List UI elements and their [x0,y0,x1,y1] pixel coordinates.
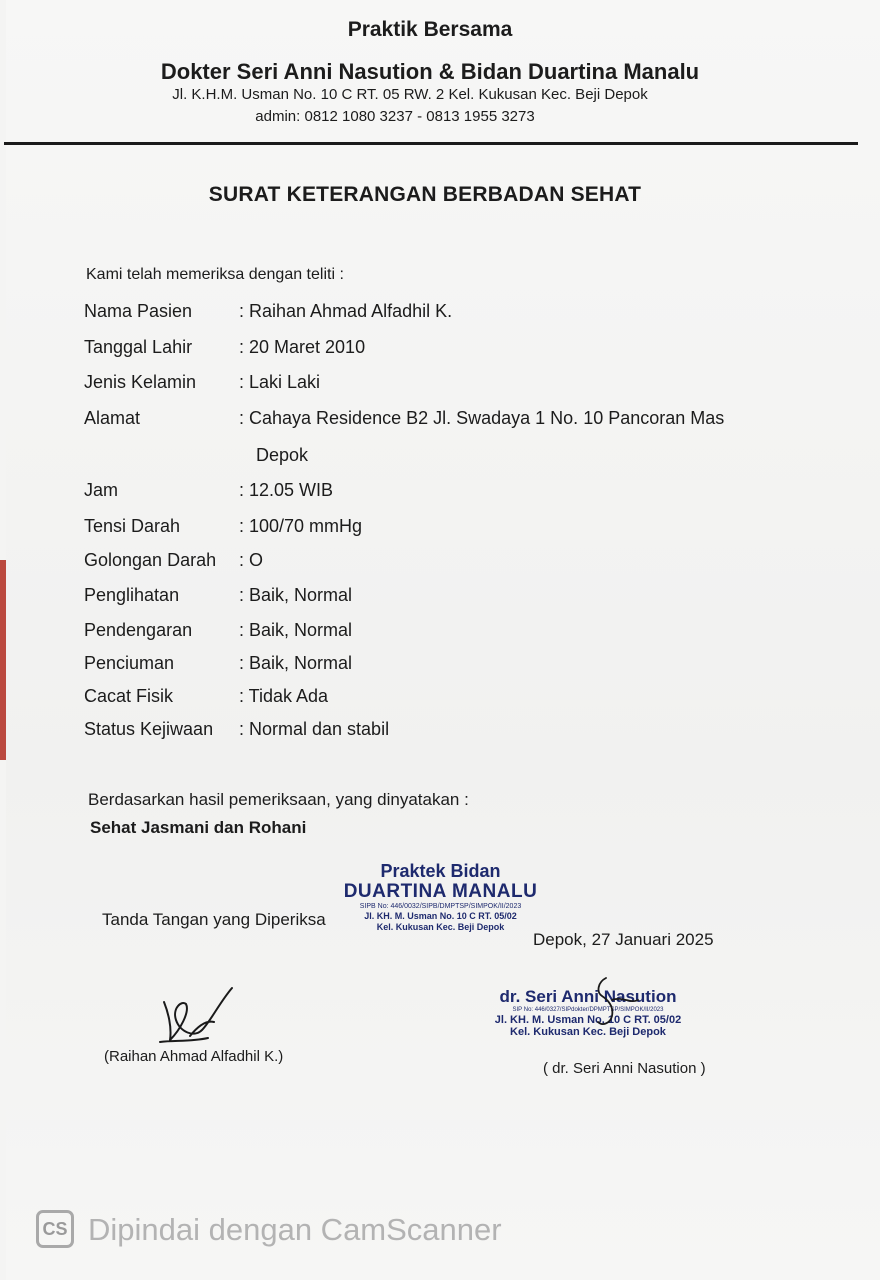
letterhead-admin: admin: 0812 1080 3237 - 0813 1955 3273 [255,108,535,125]
field-label: Cacat Fisik [84,686,174,706]
field-value: : Laki Laki [239,372,321,392]
field-value: : Baik, Normal [239,653,353,673]
signature-label: Tanda Tangan yang Diperiksa [102,910,326,929]
field-label: Tanggal Lahir [84,337,193,357]
field-row [84,719,389,740]
midwife-stamp [338,862,543,932]
stamp-line: Praktek Bidan [380,861,501,881]
address-continuation: Depok [256,445,309,465]
field-value: : 20 Maret 2010 [239,337,366,357]
stamp-line: SIPB No: 446/0032/SIPB/DMPTSP/SIMPOK/II/2023 [359,903,522,910]
doctor-signature-icon [588,970,648,1030]
intro-text: Kami telah memeriksa dengan teliti : [86,266,344,283]
field-row [84,653,352,674]
field-value: : Baik, Normal [239,620,353,640]
field-value: : Normal dan stabil [239,719,390,739]
field-label: Status Kejiwaan [84,719,214,739]
field-value: : O [239,550,264,570]
field-row [84,301,452,322]
patient-signed-name: (Raihan Ahmad Alfadhil K.) [104,1048,284,1065]
conclusion-intro: Berdasarkan hasil pemeriksaan, yang dinyatakan : [88,790,469,809]
stamp-line: Kel. Kukusan Kec. Beji Depok [510,1026,666,1038]
stamp-line: DUARTINA MANALU [343,881,538,902]
field-label: Penciuman [84,653,175,673]
field-row [84,516,362,537]
letterhead-line1: Praktik Bersama [347,18,513,41]
field-label: Golongan Darah [84,550,217,570]
background-edge [0,560,6,760]
field-value: : Cahaya Residence B2 Jl. Swadaya 1 No. 10 Pancoran Mas [239,408,725,428]
field-row [84,620,352,641]
field-label: Penglihatan [84,585,180,605]
patient-signature-icon [150,982,240,1050]
field-row [84,372,320,393]
stamp-line: dr. Seri Anni Nasution [499,987,677,1006]
header-rule [4,142,858,145]
document-title: SURAT KETERANGAN BERBADAN SEHAT [208,183,642,206]
camscanner-watermark: Dipindai dengan CamScanner [88,1212,502,1247]
camscanner-logo-icon: CS [36,1210,74,1248]
stamp-line: Jl. KH. M. Usman No. 10 C RT. 05/02 [364,911,517,921]
field-label: Jam [84,480,119,500]
stamp-line: Jl. KH. M. Usman No. 10 C RT. 05/02 [494,1014,682,1026]
doctor-signed-name: ( dr. Seri Anni Nasution ) [543,1060,706,1077]
field-row [84,408,724,429]
conclusion-result: Sehat Jasmani dan Rohani [90,818,307,837]
field-row [84,585,352,606]
field-label: Pendengaran [84,620,193,640]
issue-date: Depok, 27 Januari 2025 [533,930,714,949]
stamp-line: SIP No: 446/0327/SIPdokter/DPMPTSP/SIMPOK/II/2023 [512,1007,664,1013]
stamp-line: Kel. Kukusan Kec. Beji Depok [376,922,505,932]
field-value: : 12.05 WIB [239,480,334,500]
field-row [84,337,365,358]
field-value: : Raihan Ahmad Alfadhil K. [239,301,453,321]
field-row [84,686,328,707]
letterhead-address: Jl. K.H.M. Usman No. 10 C RT. 05 RW. 2 Kel. Kukusan Kec. Beji Depok [172,86,648,103]
field-value: : Tidak Ada [239,686,329,706]
field-row [84,550,263,571]
field-value: : Baik, Normal [239,585,353,605]
field-row [84,480,333,501]
field-label: Jenis Kelamin [84,372,197,392]
field-label: Nama Pasien [84,301,193,321]
letterhead-line2: Dokter Seri Anni Nasution & Bidan Duartina Manalu [160,59,700,84]
field-label: Alamat [84,408,141,428]
field-value: : 100/70 mmHg [239,516,363,536]
field-label: Tensi Darah [84,516,181,536]
